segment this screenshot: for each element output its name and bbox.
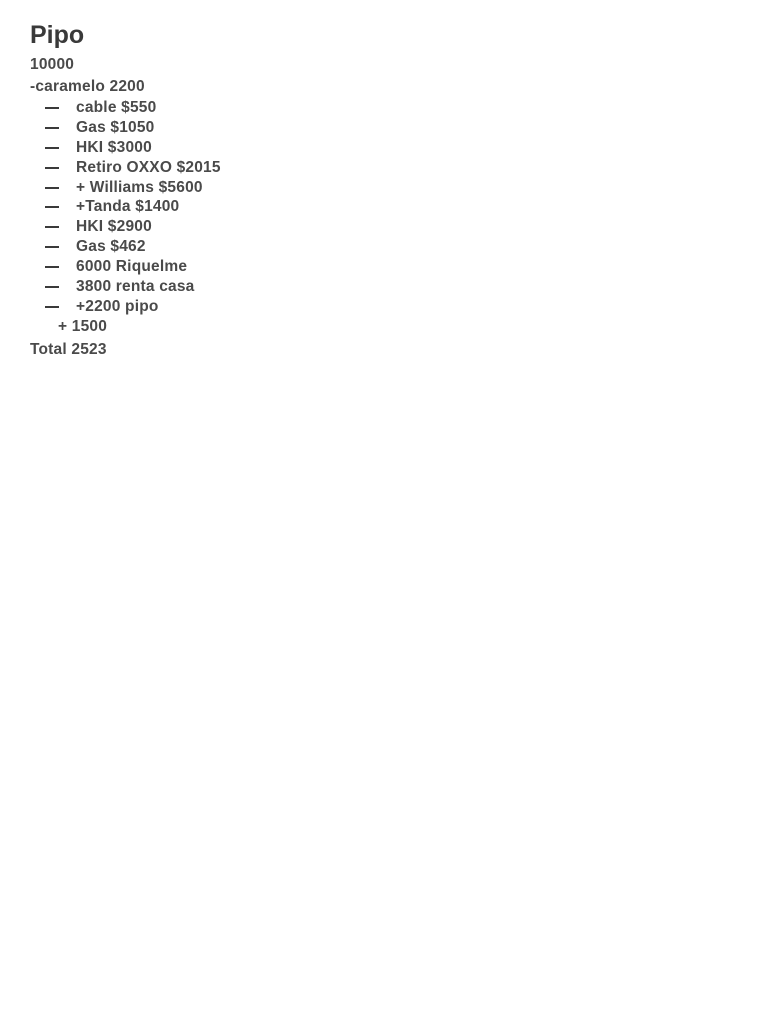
dash-bullet-icon	[45, 266, 59, 268]
list-item-text: +2200 pipo	[76, 297, 159, 315]
list-item	[30, 98, 730, 118]
list-item-text: +Tanda $1400	[76, 198, 180, 216]
dash-bullet-icon	[45, 147, 59, 149]
dash-bullet-icon	[45, 206, 59, 208]
dash-bullet-icon	[45, 286, 59, 288]
list-item	[30, 277, 730, 297]
list-item-text: 3800 renta casa	[76, 278, 195, 296]
sub-line: + 1500	[58, 317, 108, 335]
note-line: 10000	[30, 56, 75, 73]
list-item	[30, 297, 730, 317]
dash-list	[30, 98, 730, 317]
list-item	[30, 197, 730, 217]
list-item	[30, 178, 730, 198]
list-item	[30, 237, 730, 257]
note-line: -caramelo 2200	[30, 78, 145, 95]
dash-bullet-icon	[45, 107, 59, 109]
total-line: Total 2523	[30, 340, 107, 358]
list-item-text: Retiro OXXO $2015	[76, 158, 221, 176]
dash-bullet-icon	[45, 246, 59, 248]
list-item	[30, 257, 730, 277]
list-item-text: cable $550	[76, 99, 157, 116]
list-item-text: 6000 Riquelme	[76, 258, 188, 276]
list-item-text: HKI $2900	[76, 218, 152, 236]
dash-bullet-icon	[45, 127, 59, 129]
list-item	[30, 118, 730, 138]
list-item-text: Gas $1050	[76, 118, 155, 136]
dash-bullet-icon	[45, 226, 59, 228]
list-item-text: + Williams $5600	[76, 178, 203, 196]
note-title: Pipo	[30, 21, 85, 49]
list-item	[30, 217, 730, 237]
list-item	[30, 158, 730, 178]
list-item	[30, 138, 730, 158]
dash-bullet-icon	[45, 306, 59, 308]
list-item-text: HKI $3000	[76, 138, 152, 156]
list-item-text: Gas $462	[76, 238, 146, 256]
dash-bullet-icon	[45, 167, 59, 169]
note-body[interactable]	[30, 18, 730, 361]
dash-bullet-icon	[45, 187, 59, 189]
